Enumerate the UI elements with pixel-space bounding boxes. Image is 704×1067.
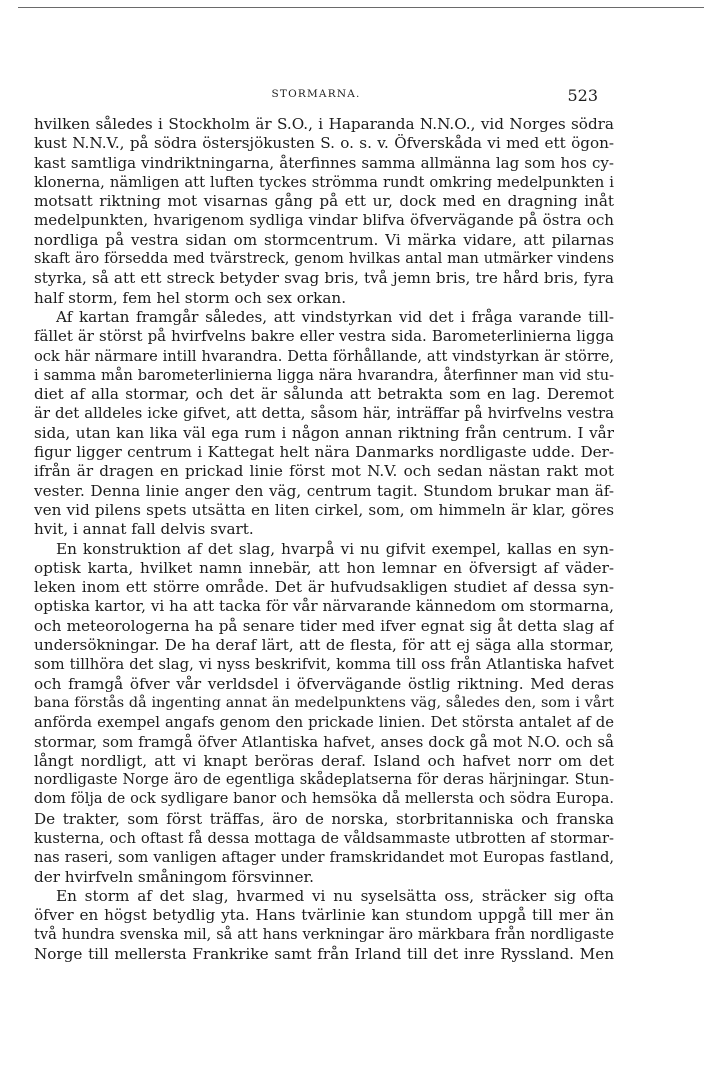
text-line: dom följa de ock sydligare banor och hemsöka då mellersta och södra Europa.: [34, 791, 614, 808]
running-head: STORMARNA.: [271, 88, 361, 100]
text-line: kust N.N.V., på södra östersjökusten S. o. s. v. Öfverskåda vi med ett ögon-: [34, 134, 614, 153]
text-line: sida, utan kan lika väl ega rum i någon annan riktning från centrum. I vår: [34, 423, 614, 442]
text-line: anförda exempel angafs genom den prickade linien. Det största antalet af de: [34, 714, 614, 732]
text-line: nordligaste Norge äro de egentliga skådeplatserna för deras härjningar. Stun-: [34, 772, 614, 789]
text-line: De trakter, som först träffas, äro de norska, storbritanniska och franska: [34, 809, 614, 828]
text-line: hvilken således i Stockholm är S.O., i Haparanda N.N.O., vid Norges södra: [34, 115, 614, 133]
text-line: kast samtliga vindriktningarna, återfinnes samma allmänna lag som hos cy-: [34, 153, 614, 172]
text-line: skaft äro försedda med tvärstreck, genom hvilkas antal man utmärker vindens: [34, 251, 614, 268]
text-line: stormar, som framgå öfver Atlantiska hafvet, anses dock gå mot N.O. och så: [34, 732, 614, 751]
paragraph-end-line: hvit, i annat fall delvis svart.: [34, 520, 254, 539]
text-line: optiska kartor, vi ha att tacka för vår närvarande kännedom om stormarna,: [34, 597, 614, 616]
paragraph-start-line: En konstruktion af det slag, hvarpå vi nu gifvit exempel, kallas en syn-: [56, 539, 614, 558]
text-line: klonerna, nämligen att luften tyckes strömma rundt omkring medelpunkten i: [34, 173, 614, 191]
text-line: fället är störst på hvirfvelns bakre eller vestra sida. Barometerlinierna ligga: [34, 327, 614, 346]
text-line: långt nordligt, att vi knapt beröras deraf. Island och hafvet norr om det: [34, 751, 614, 770]
text-line: öfver en högst betydlig yta. Hans tvärlinie kan stundom uppgå till mer än: [34, 906, 614, 925]
text-line: motsatt riktning mot visarnas gång på ett ur, dock med en dragning inåt: [34, 192, 614, 211]
text-line: och meteorologerna ha på senare tider med ifver egnat sig åt detta slag af: [34, 616, 614, 635]
text-line: bana förstås då ingenting annat än medelpunktens väg, således den, som i vårt: [34, 694, 614, 711]
body-text: [34, 115, 614, 964]
text-line: medelpunkten, hvarigenom sydliga vindar blifva öfvervägande på östra och: [34, 211, 614, 230]
page-header: [34, 86, 598, 106]
text-line: leken inom ett större område. Det är hufvudsakligen studiet af dessa syn-: [34, 578, 614, 597]
text-line: ifrån är dragen en prickad linie först mot N.V. och sedan nästan rakt mot: [34, 462, 614, 481]
text-line: ock här närmare intill hvarandra. Detta förhållande, att vindstyrkan är större,: [34, 347, 614, 365]
text-line: Norge till mellersta Frankrike samt från Irland till det inre Ryssland. Men: [34, 944, 614, 963]
text-line: två hundra svenska mil, så att hans verkningar äro märkbara från nordligaste: [34, 926, 614, 944]
text-line: undersökningar. De ha deraf lärt, att de flesta, för att ej säga alla stormar,: [34, 636, 614, 655]
paragraph-end-line: half storm, fem hel storm och sex orkan.: [34, 288, 347, 307]
text-line: nordliga på vestra sidan om stormcentrum. Vi märka vidare, att pilarnas: [34, 230, 614, 249]
text-line: figur ligger centrum i Kattegat helt nära Danmarks nordligaste udde. Der-: [34, 443, 614, 462]
text-line: och framgå öfver vår verldsdel i öfvervägande östlig riktning. Med deras: [34, 674, 614, 693]
top-rule: [18, 7, 704, 8]
paragraph-end-line: der hvirfveln småningom försvinner.: [34, 867, 314, 886]
paragraph-start-line: En storm af det slag, hvarmed vi nu syselsätta oss, sträcker sig ofta: [56, 886, 614, 905]
text-line: styrka, så att ett streck betyder svag bris, två jemn bris, tre hård bris, fyra: [34, 269, 614, 288]
text-line: optisk karta, hvilket namn innebär, att hon lemnar en öfversigt af väder-: [34, 558, 614, 577]
text-line: i samma mån barometerlinierna ligga nära hvarandra, återfinner man vid stu-: [34, 366, 614, 384]
text-line: kusterna, och oftast få dessa mottaga de våldsammaste utbrotten af stormar-: [34, 829, 614, 847]
page-number: 523: [567, 86, 598, 105]
text-line: vester. Denna linie anger den väg, centrum tagit. Stundom brukar man äf-: [34, 481, 614, 500]
text-line: diet af alla stormar, och det är sålunda att betrakta som en lag. Deremot: [34, 385, 614, 404]
text-line: är det alldeles icke gifvet, att detta, såsom här, inträffar på hvirfvelns vestra: [34, 404, 614, 423]
paragraph-start-line: Af kartan framgår således, att vindstyrkan vid det i fråga varande till-: [56, 307, 614, 326]
text-line: nas raseri, som vanligen aftager under framskridandet mot Europas fastland,: [34, 849, 614, 867]
text-line: som tillhöra det slag, vi nyss beskrifvit, komma till oss från Atlantiska hafvet: [34, 655, 614, 674]
text-line: ven vid pilens spets utsätta en liten cirkel, som, om himmeln är klar, göres: [34, 500, 614, 519]
